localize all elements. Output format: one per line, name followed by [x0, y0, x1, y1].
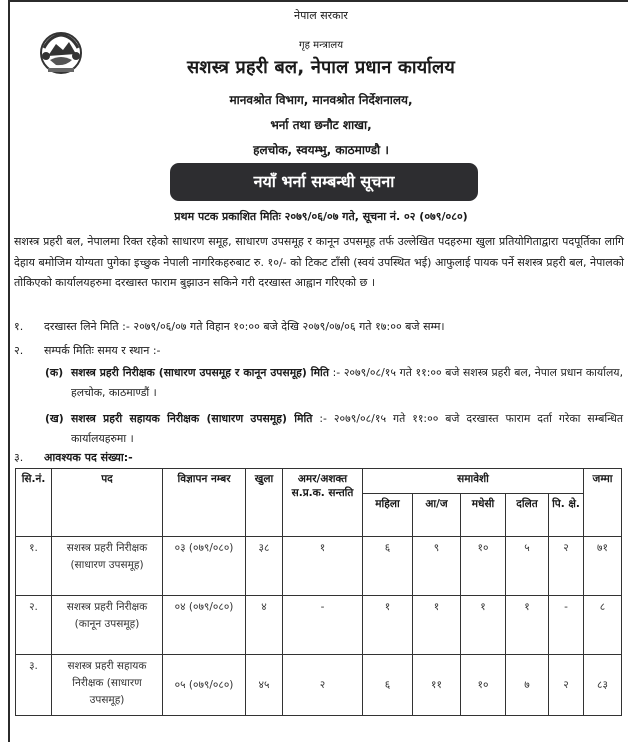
item-text: दरखास्त लिने मिति :- २०७९/०६/०७ गते विहान १०:०० बजे देखि २०७९/०७/०६ गते १७:०० बजे सम्म।	[44, 320, 445, 333]
cell-adibasi: ११	[413, 655, 461, 716]
office-title: सशस्त्र प्रहरी बल, नेपाल प्रधान कार्यालय	[186, 57, 456, 78]
item-text: आवश्यक पद संख्या:-	[44, 451, 133, 464]
notice-banner: नयाँ भर्ना सम्बन्धी सूचना	[170, 163, 478, 201]
header-post: पद	[52, 469, 163, 537]
posts-table	[15, 468, 622, 716]
cell-sn: १.	[16, 537, 52, 596]
header-adibasi: आ/ज	[413, 494, 461, 537]
cell-post: सशस्त्र प्रहरी निरीक्षक (कानून उपसमूह)	[52, 596, 163, 655]
cell-total: ८	[584, 596, 622, 655]
header-dalit: दलित	[506, 494, 549, 537]
government-name: नेपाल सरकार	[294, 9, 348, 22]
item-number: २.	[14, 344, 24, 357]
cell-madhesi: १	[461, 596, 506, 655]
contact-title: सशस्त्र प्रहरी निरीक्षक (साधारण उपसमूह र कानून उपसमूह) मिति	[71, 366, 330, 379]
cell-post: सशस्त्र प्रहरी निरीक्षक (साधारण उपसमूह)	[52, 537, 163, 596]
cell-madhesi: १०	[461, 655, 506, 716]
header-open: खुला	[246, 469, 283, 537]
cell-open: ४५	[246, 655, 283, 716]
contact-detail: :- २०७९/०८/१५ गते ११:०० बजे दरखास्त फाराम दर्ता गरेका सम्बन्धित कार्यालयहरुमा ।	[71, 412, 623, 445]
department-name: मानवश्रोत विभाग, मानवश्रोत निर्देशनालय,	[229, 93, 413, 107]
table-row	[16, 537, 622, 596]
item-number: ३.	[14, 451, 24, 464]
contact-body	[71, 363, 623, 403]
contact-item-ka	[45, 363, 623, 405]
cell-ad-number: ०५ (०७९/०८०)	[163, 655, 246, 716]
header-madhesi: मधेसी	[461, 494, 506, 537]
contact-title: सशस्त्र प्रहरी सहायक निरीक्षक (साधारण उपसमूह) मिति	[71, 412, 313, 425]
cell-adibasi: १	[413, 596, 461, 655]
office-address: हलचोक, स्वयम्भु, काठमाण्डौ ।	[253, 143, 389, 157]
intro-paragraph: सशस्त्र प्रहरी बल, नेपालमा रिक्त रहेको साधारण समूह, साधारण उपसमूह र कानून उपसमूह तर्फ उल्लेखित पदहरुमा खुला प्रतियोगिताद्वारा पदपूर्तिका लागि देहाय बमोजिम योग्यता पुगेका इच्छुक नेपाली नागरिकहरुबाट रु. १०/- को टिकट टाँसी (स्वयं उपस्थित भई) आफुलाई पायक पर्ने सशस्त्र प्रहरी बल, नेपालको तोकिएको कार्यालयहरुमा दरखास्त फाराम बुझाउन सकिने गरी दरखास्त आह्वान गरिएको छ ।	[14, 235, 624, 289]
header-martyr: अमर/अशक्त स.प्र.क. सन्तति	[283, 469, 363, 537]
cell-dalit: १	[506, 596, 549, 655]
item-number: १.	[14, 320, 24, 333]
cell-madhesi: १०	[461, 537, 506, 596]
branch-name: भर्ना तथा छनौट शाखा,	[270, 118, 372, 132]
contact-body	[71, 409, 623, 449]
item-text: सम्पर्क मितिः समय र स्थान :-	[44, 344, 161, 357]
cell-post: सशस्त्र प्रहरी सहायक निरीक्षक (साधारण उपसमूह)	[52, 655, 163, 716]
cell-ad-number: ०३ (०७९/०८०)	[163, 537, 246, 596]
cell-total: ७१	[584, 537, 622, 596]
cell-backward: २	[549, 655, 584, 716]
cell-ad-number: ०४ (०७९/०८०)	[163, 596, 246, 655]
cell-martyr: २	[283, 655, 363, 716]
contact-label: (ख)	[45, 412, 64, 425]
header-ad-number: विज्ञापन नम्बर	[163, 469, 246, 537]
ministry-name: गृह मन्त्रालय	[298, 40, 344, 51]
cell-martyr: १	[283, 537, 363, 596]
page-border-top	[9, 0, 628, 2]
table-row	[16, 655, 622, 716]
cell-dalit: ७	[506, 655, 549, 716]
contact-detail: :- २०७९/०८/१५ गते ११:०० बजे सशस्त्र प्रहरी बल, नेपाल प्रधान कार्यालय, हलचोक, काठमाण्डौं ।	[71, 366, 624, 399]
cell-sn: ३.	[16, 655, 52, 716]
header-total: जम्मा	[584, 469, 622, 537]
contact-label: (क)	[45, 366, 64, 379]
contact-item-kha	[45, 409, 623, 451]
cell-sn: २.	[16, 596, 52, 655]
publication-line: प्रथम पटक प्रकाशित मितिः २०७९/०६/०७ गते, सूचना नं. ०२ (०७९/०८०)	[174, 210, 468, 223]
cell-women: ६	[363, 655, 413, 716]
cell-adibasi: ९	[413, 537, 461, 596]
header-backward: पि. क्षे.	[549, 494, 584, 537]
cell-backward: २	[549, 537, 584, 596]
cell-open: ४	[246, 596, 283, 655]
header-women: महिला	[363, 494, 413, 537]
cell-total: ८३	[584, 655, 622, 716]
table-row	[16, 596, 622, 655]
cell-open: ३८	[246, 537, 283, 596]
cell-dalit: ५	[506, 537, 549, 596]
cell-women: १	[363, 596, 413, 655]
header-sn: सि.नं.	[16, 469, 52, 537]
cell-women: ६	[363, 537, 413, 596]
cell-martyr: -	[283, 596, 363, 655]
page-border-left	[8, 0, 10, 742]
cell-backward: -	[549, 596, 584, 655]
header-inclusive: समावेशी	[363, 469, 584, 494]
